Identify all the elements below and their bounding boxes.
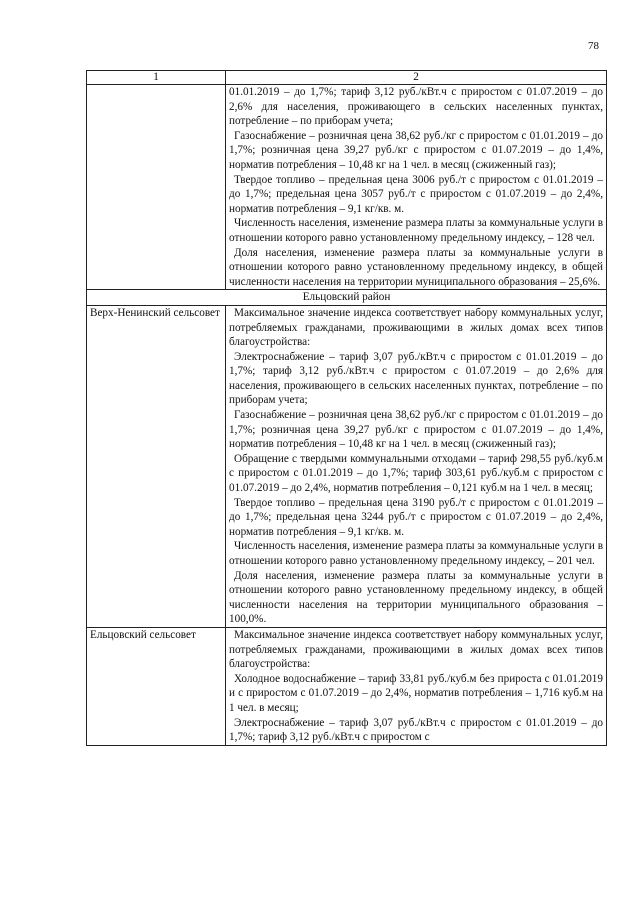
municipality-name: Ельцовский сельсовет <box>87 627 226 745</box>
paragraph: Доля населения, изменение размера платы за коммунальные услуги в отношении которого равно установленному предельному индексу, в общей численности населения на территории муниципального образования – 25,6%. <box>229 246 603 288</box>
paragraph: 01.01.2019 – до 1,7%; тариф 3,12 руб./кВт.ч с приростом с 01.07.2019 – до 2,6% для населения, проживающего в сельских населенных пунктах, потребление – по приборам учета; <box>229 86 603 128</box>
paragraph: Обращение с твердыми коммунальными отходами – тариф 298,55 руб./куб.м с приростом с 01.01.2019 – до 1,7%; тариф 303,61 руб./куб.м с приростом с 01.07.2019 – до 2,4%, норматив потребления – 0,121 куб.м на 1 чел. в месяц; <box>229 452 603 495</box>
table-row <box>87 627 607 745</box>
page-number: 78 <box>588 40 599 52</box>
description-cell <box>226 305 607 627</box>
municipality-name: Верх-Ненинский сельсовет <box>87 305 226 627</box>
region-title: Ельцовский район <box>87 290 607 306</box>
name-cell-empty <box>87 85 226 290</box>
paragraph: Твердое топливо – предельная цена 3190 руб./т с приростом с 01.01.2019 – до 1,7%; предельная цена 3244 руб./т с приростом с 01.07.2019 – до 2,4%, норматив потребления – 9,1 кг/кв. м. <box>229 496 603 538</box>
header-row <box>87 71 607 85</box>
paragraph: Газоснабжение – розничная цена 38,62 руб./кг с приростом с 01.01.2019 – до 1,7%; розничная цена 39,27 руб./кг с приростом с 01.07.2019 – до 1,4%, норматив потребления – 10,48 кг на 1 чел. в месяц (сжиженный газ); <box>229 129 603 171</box>
paragraph: Холодное водоснабжение – тариф 33,81 руб./куб.м без прироста с 01.01.2019 и с приростом с 01.07.2019 – до 2,4%, норматив потребления – 1,716 куб.м на 1 чел. в месяц; <box>229 672 603 714</box>
paragraph: Максимальное значение индекса соответствует набору коммунальных услуг, потребляемых гражданами, проживающими в жилых домах всех типов благоустройства: <box>229 628 603 671</box>
column-header-2: 2 <box>226 71 607 85</box>
paragraph: Электроснабжение – тариф 3,07 руб./кВт.ч с приростом с 01.01.2019 – до 1,7%; тариф 3,12 руб./кВт.ч с приростом с <box>229 716 603 744</box>
paragraph: Максимальное значение индекса соответствует набору коммунальных услуг, потребляемых гражданами, проживающими в жилых домах всех типов благоустройства: <box>229 306 603 349</box>
table-row-continued <box>87 85 607 290</box>
tariff-table <box>86 70 607 746</box>
column-header-1: 1 <box>87 71 226 85</box>
paragraph: Газоснабжение – розничная цена 38,62 руб./кг с приростом с 01.01.2019 – до 1,7%; розничная цена 39,27 руб./кг с приростом с 01.07.2019 – до 1,4%, норматив потребления – 10,48 кг на 1 чел. в месяц (сжиженный газ); <box>229 409 603 451</box>
paragraph: Электроснабжение – тариф 3,07 руб./кВт.ч с приростом с 01.01.2019 – до 1,7%; тариф 3,12 руб./кВт.ч с приростом с 01.07.2019 – до 2,6% для населения, проживающего в сельских населенных пунктах, потребление – по приборам учета; <box>229 350 603 407</box>
region-row <box>87 290 607 306</box>
paragraph: Твердое топливо – предельная цена 3006 руб./т с приростом с 01.01.2019 – до 1,7%; предельная цена 3057 руб./т с приростом с 01.07.2019 – до 2,4%, норматив потребления – 9,1 кг/кв. м. <box>229 173 603 215</box>
description-cell <box>226 85 607 290</box>
paragraph: Численность населения, изменение размера платы за коммунальные услуги в отношении которого равно установленному предельному индексу, – 201 чел. <box>229 540 603 567</box>
table-row <box>87 305 607 627</box>
paragraph: Доля населения, изменение размера платы за коммунальные услуги в отношении которого равно установленному предельному индексу, в общей численности населения на территории муниципального образования – 100,0%. <box>229 569 603 626</box>
description-cell <box>226 627 607 745</box>
paragraph: Численность населения, изменение размера платы за коммунальные услуги в отношении которого равно установленному предельному индексу, – 128 чел. <box>229 217 603 244</box>
